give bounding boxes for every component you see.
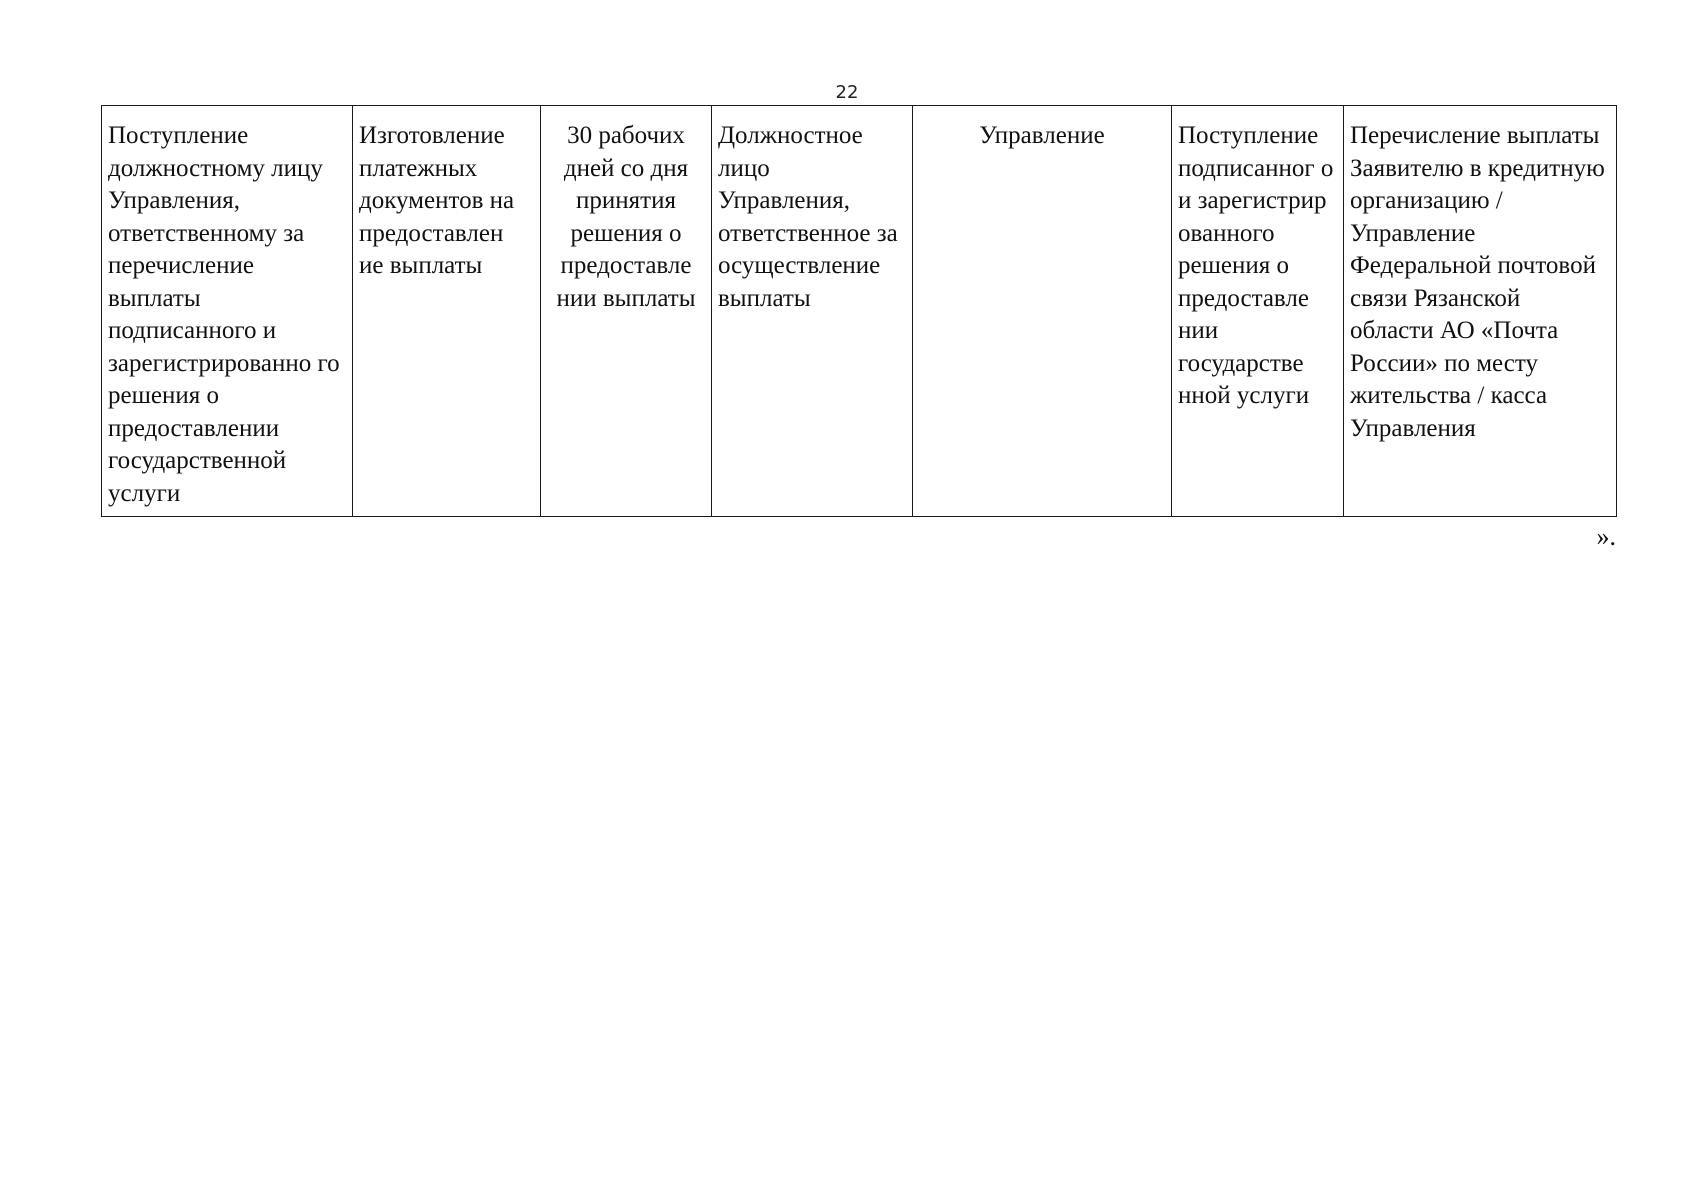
cell-responsible-official: Должностное лицо Управления, ответственное за осуществление выплаты [712, 106, 913, 517]
procedure-table [101, 105, 1617, 517]
closing-quote: ». [1596, 522, 1616, 551]
table-row [102, 106, 1617, 517]
cell-action-start: Поступление должностному лицу Управления, ответственному за перечисление выплаты подписанного и зарегистрированно го решения о предоставлении государственной услуги [102, 106, 353, 517]
cell-result: Перечисление выплаты Заявителю в кредитную организацию / Управление Федеральной почтовой связи Рязанской области АО «Почта России» по месту жительства / касса Управления [1344, 106, 1617, 517]
cell-action-content: Изготовление платежных документов на предоставлен ие выплаты [353, 106, 541, 517]
page-number: 22 [835, 82, 859, 103]
cell-deadline: 30 рабочих дней со дня принятия решения о предоставле нии выплаты [541, 106, 712, 517]
cell-criteria: Поступление подписанног о и зарегистрир ованного решения о предоставле нии государстве нной услуги [1172, 106, 1344, 517]
cell-place: Управление [913, 106, 1172, 517]
